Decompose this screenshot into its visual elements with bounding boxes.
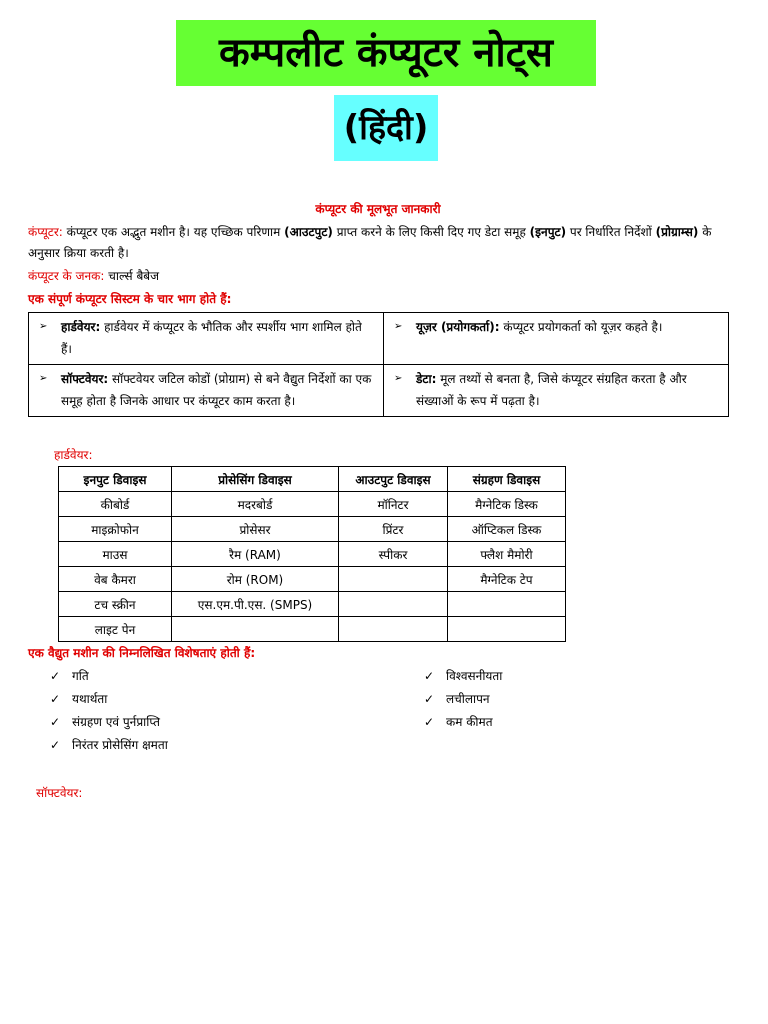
feature-text: संग्रहण एवं पुर्नप्राप्ति — [72, 715, 160, 729]
page-title: कम्पलीट कंप्यूटर नोट्स — [176, 20, 596, 86]
table-cell: प्रिंटर — [339, 517, 448, 542]
table-cell: रैम (RAM) — [172, 542, 339, 567]
column-header: प्रोसेसिंग डिवाइस — [172, 467, 339, 492]
table-row — [59, 592, 566, 617]
part-desc: सॉफ्टवेयर जटिल कोडों (प्रोग्राम) से बने वैद्युत निर्देशों का एक समूह होता है जिनके आधार पर कंप्यूटर काम करता है। — [61, 372, 372, 408]
feature-text: यथार्थता — [72, 692, 108, 706]
part-desc: कंप्यूटर प्रयोगकर्ता को यूज़र कहते है। — [499, 320, 663, 334]
table-cell: मॉनिटर — [339, 492, 448, 517]
software-label: सॉफ्टवेयर: — [36, 786, 83, 800]
list-item — [50, 665, 168, 688]
table-cell: एस.एम.पी.एस. (SMPS) — [172, 592, 339, 617]
father-label: कंप्यूटर के जनक: — [28, 269, 105, 283]
check-icon: ✓ — [50, 692, 61, 706]
part-desc: हार्डवेयर में कंप्यूटर के भौतिक और स्पर्शीय भाग शामिल होते हैं। — [61, 320, 362, 356]
table-cell — [172, 617, 339, 642]
feature-text: निरंतर प्रोसेसिंग क्षमता — [72, 738, 168, 752]
table-cell: कीबोर्ड — [59, 492, 172, 517]
features-heading: एक वैद्युत मशीन की निम्नलिखित विशेषताएं होती हैं: — [28, 646, 256, 660]
hardware-label: हार्डवेयर: — [54, 448, 93, 462]
page-subtitle: (हिंदी) — [334, 95, 438, 161]
arrow-bullet-icon: ➢ — [394, 373, 403, 384]
table-row — [59, 617, 566, 642]
definition-bold: (आउटपुट) — [284, 225, 333, 239]
features-list-left — [50, 665, 168, 757]
part-term: सॉफ्टवेयर: — [61, 372, 109, 386]
table-cell: प्रोसेसर — [172, 517, 339, 542]
computer-definition — [28, 222, 734, 264]
table-row — [59, 567, 566, 592]
definition-bold: (प्रोग्राम्स) — [655, 225, 699, 239]
part-term: डेटा: — [416, 372, 437, 386]
table-cell — [339, 592, 448, 617]
definition-text: के अनुसार क्रिया करती है। — [28, 225, 712, 260]
table-cell: मदरबोर्ड — [172, 492, 339, 517]
check-icon: ✓ — [50, 715, 61, 729]
table-cell — [448, 617, 566, 642]
part-cell — [29, 313, 384, 365]
definition-bold: (इनपुट) — [529, 225, 567, 239]
column-header: इनपुट डिवाइस — [59, 467, 172, 492]
hardware-table — [58, 466, 566, 642]
section-heading: कंप्यूटर की मूलभूत जानकारी — [315, 202, 441, 216]
list-item — [424, 711, 502, 734]
computer-definition-label: कंप्यूटर: — [28, 225, 63, 239]
definition-text: पर निर्धारित निर्देशों — [566, 225, 656, 239]
definition-text: प्राप्त करने के लिए किसी दिए गए डेटा समूह — [332, 225, 530, 239]
definition-text: कंप्यूटर एक अद्भुत मशीन है। यह एच्छिक परिणाम — [62, 225, 285, 239]
check-icon: ✓ — [424, 669, 435, 683]
table-header-row — [59, 467, 566, 492]
four-parts-heading: एक संपूर्ण कंप्यूटर सिस्टम के चार भाग होते हैं: — [28, 292, 232, 306]
table-cell: रोम (ROM) — [172, 567, 339, 592]
table-cell — [448, 592, 566, 617]
part-term: हार्डवेयर: — [61, 320, 101, 334]
table-cell: लाइट पेन — [59, 617, 172, 642]
list-item — [424, 665, 502, 688]
table-row — [59, 517, 566, 542]
features-list-right — [424, 665, 502, 734]
part-cell — [384, 365, 729, 417]
table-cell: माउस — [59, 542, 172, 567]
feature-text: लचीलापन — [446, 692, 490, 706]
feature-text: गति — [72, 669, 89, 683]
check-icon: ✓ — [50, 738, 61, 752]
part-term: यूज़र (प्रयोगकर्ता): — [416, 320, 500, 334]
table-cell: स्पीकर — [339, 542, 448, 567]
table-cell — [339, 617, 448, 642]
list-item — [50, 734, 168, 757]
list-item — [50, 688, 168, 711]
feature-text: कम कीमत — [446, 715, 493, 729]
arrow-bullet-icon: ➢ — [39, 373, 48, 384]
table-cell: मैग्नेटिक डिस्क — [448, 492, 566, 517]
table-cell: वेब कैमरा — [59, 567, 172, 592]
list-item — [50, 711, 168, 734]
four-parts-table — [28, 312, 729, 417]
arrow-bullet-icon: ➢ — [39, 321, 48, 332]
table-cell: टच स्क्रीन — [59, 592, 172, 617]
father-value: चार्ल्स बैबेज — [104, 269, 160, 283]
father-of-computer — [28, 266, 734, 287]
check-icon: ✓ — [424, 692, 435, 706]
table-cell — [339, 567, 448, 592]
table-cell: मैग्नेटिक टेप — [448, 567, 566, 592]
feature-text: विश्वसनीयता — [446, 669, 503, 683]
column-header: संग्रहण डिवाइस — [448, 467, 566, 492]
part-cell — [29, 365, 384, 417]
check-icon: ✓ — [424, 715, 435, 729]
arrow-bullet-icon: ➢ — [394, 321, 403, 332]
table-row — [59, 492, 566, 517]
part-desc: मूल तथ्यों से बनता है, जिसे कंप्यूटर संग्रहित करता है और संख्याओं के रूप में पढ़ता है। — [416, 372, 687, 408]
part-cell — [384, 313, 729, 365]
check-icon: ✓ — [50, 669, 61, 683]
table-cell: फ्लैश मैमोरी — [448, 542, 566, 567]
table-cell: ऑप्टिकल डिस्क — [448, 517, 566, 542]
table-row — [59, 542, 566, 567]
column-header: आउटपुट डिवाइस — [339, 467, 448, 492]
table-cell: माइक्रोफोन — [59, 517, 172, 542]
list-item — [424, 688, 502, 711]
